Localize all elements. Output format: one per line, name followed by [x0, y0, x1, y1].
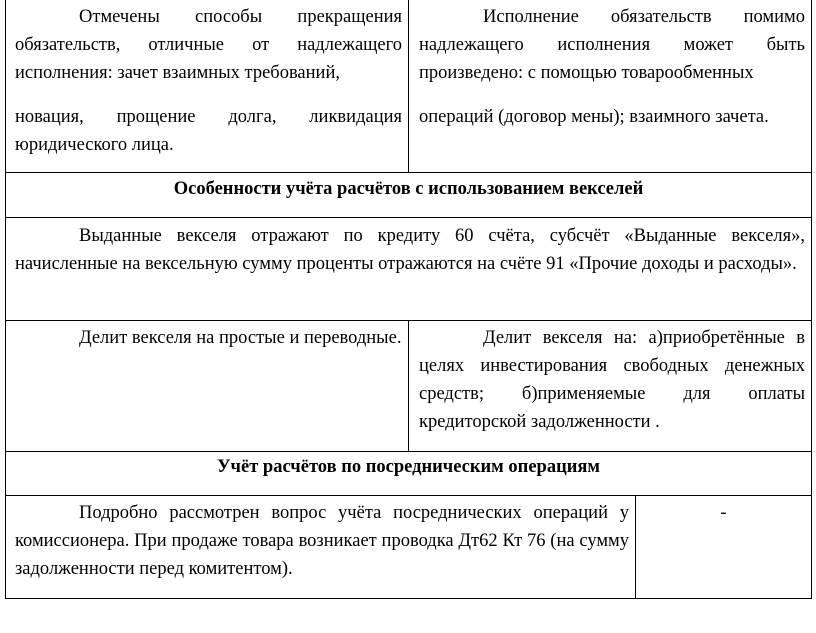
row4-left-cell [15, 499, 629, 583]
row-divider [5, 217, 812, 218]
row1-right-cell [419, 3, 805, 131]
row-divider [5, 495, 812, 496]
row3-right-cell [419, 324, 805, 436]
section-title-bills: Особенности учёта расчётов с использованием векселей [173, 179, 644, 199]
row4-left-text: Подробно рассмотрен вопрос учёта посреднических операций у комиссионера. При продаже товара возникает проводка Дт62 Кт 76 (на сумму задолженности перед комитентом). [15, 503, 629, 579]
row-divider [5, 172, 812, 173]
document-table [5, 0, 812, 600]
row1-left-text-b: новация, прощение долга, ликвидация юридического лица. [15, 107, 402, 155]
row3-left-text: Делит векселя на простые и переводные. [79, 328, 402, 348]
row1-right-text-a: Исполнение обязательств помимо надлежащего исполнения может быть произведено: с помощью товарообменных [419, 7, 805, 83]
column-divider [408, 320, 409, 451]
row-divider [5, 451, 812, 452]
row1-right-text-b: операций (договор мены); взаимного зачета. [419, 107, 769, 127]
row3-right-text: Делит векселя на: а)приобретённые в целях инвестирования свободных денежных средств; б)применяемые для оплаты кредиторской задолженности . [419, 328, 805, 432]
row2-text: Выданные векселя отражают по кредиту 60 счёта, субсчёт «Выданные векселя», начисленные на вексельную сумму проценты отражаются на счёте 91 «Прочие доходы и расходы». [15, 226, 805, 274]
table-left-border [5, 0, 6, 599]
table-bottom-border [5, 598, 812, 599]
section-title-intermediary: Учёт расчётов по посредническим операциям [216, 457, 600, 477]
row1-left-cell [15, 3, 402, 159]
row1-left-text-a: Отмечены способы прекращения обязательств, отличные от надлежащего исполнения: зачет взаимных требований, [15, 7, 402, 83]
row4-right-dash: - [720, 503, 727, 523]
table-right-border [811, 0, 812, 599]
row3-left-cell [15, 324, 402, 352]
row2-cell [15, 222, 805, 278]
column-divider [408, 0, 409, 172]
